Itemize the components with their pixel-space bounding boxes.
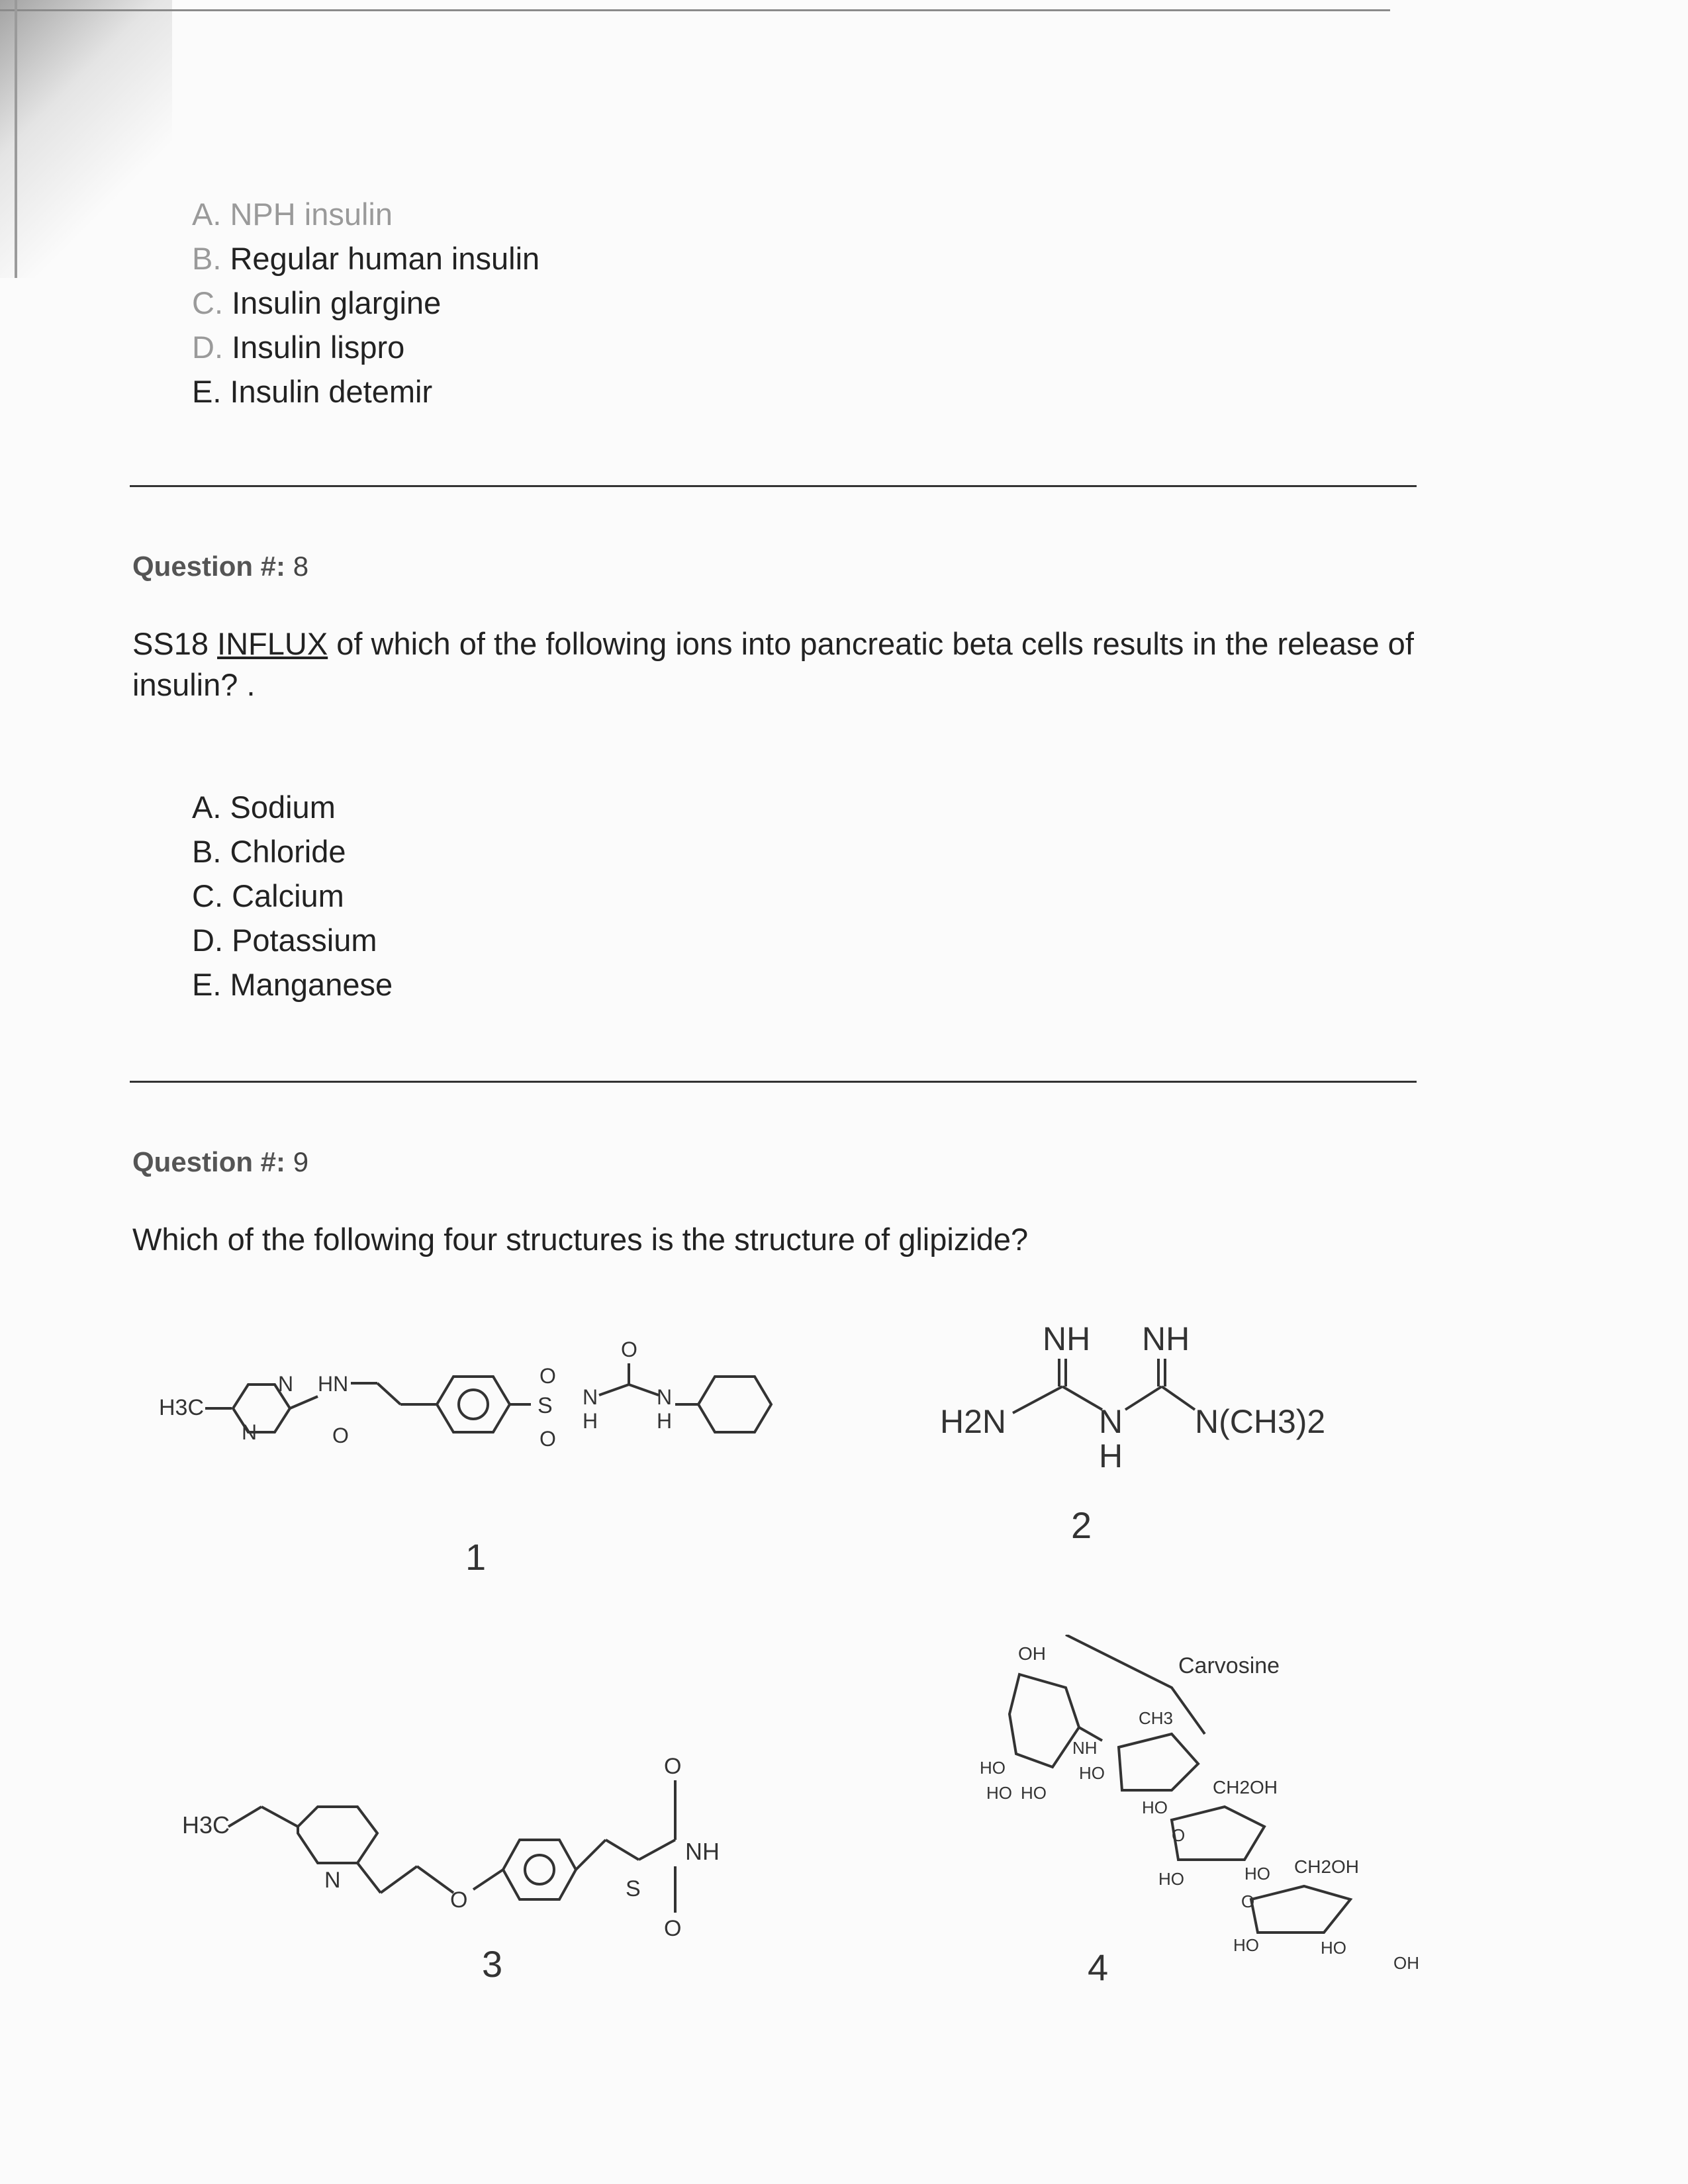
divider [130,485,1417,487]
scan-shadow [0,0,172,278]
atom-label: NH [1043,1320,1091,1357]
question-8-choices [192,785,393,1007]
choice-letter: D. [192,330,223,365]
atom-label: CH2OH [1213,1777,1278,1797]
atom-label: H3C [182,1811,230,1839]
question-body: of which of the following ions into pancreatic beta cells results in the release of insulin? . [132,626,1414,702]
question-9-header [132,1146,308,1178]
structure-3-label: 3 [482,1943,503,1985]
choice-d[interactable] [192,325,539,369]
atom-label: HO [986,1783,1012,1803]
atom-label: NH [1072,1738,1098,1758]
choice-c[interactable] [192,281,539,325]
choice-letter: B. [192,241,222,276]
structure-3-drawing [182,1734,778,1946]
atom-label: N(CH3)2 [1195,1403,1326,1440]
atom-label: N [242,1420,258,1444]
choice-letter: C. [192,878,223,913]
atom-label: N [583,1385,598,1409]
atom-label: HN [318,1372,349,1396]
choice-letter: E. [192,374,222,409]
structure-2-label: 2 [1071,1504,1092,1546]
choice-a[interactable] [192,192,539,236]
question-8-text [132,623,1509,705]
question-number: 8 [293,551,309,582]
choice-text: Insulin detemir [230,374,433,409]
atom-label: H [1099,1437,1123,1475]
structure-caption: Carvosine [1178,1653,1280,1678]
question-9-text: Which of the following four structures is the structure of glipizide? [132,1222,1029,1257]
atom-label: O [664,1916,682,1941]
atom-label: O [664,1754,682,1779]
atom-label: S [538,1393,553,1418]
atom-label: O [621,1338,637,1361]
atom-label: H [657,1409,673,1433]
atom-label: H2N [940,1403,1007,1440]
atom-label: OH [1393,1953,1419,1973]
choice-letter: E. [192,967,222,1002]
atom-label: NH [685,1838,720,1865]
atom-label: H [583,1409,598,1433]
page-edge-top [0,9,1390,11]
structure-1[interactable] [159,1330,788,1482]
choice-e[interactable] [192,369,539,414]
atom-label: O [539,1427,556,1451]
page-edge-left [15,0,17,278]
atom-label: HO [1142,1797,1168,1817]
atom-label: H3C [159,1395,205,1420]
choice-b[interactable] [192,236,539,281]
atom-label: HO [1079,1763,1105,1783]
choice-c[interactable] [192,874,393,918]
choice-b[interactable] [192,829,393,874]
question-label: Question #: [132,551,286,582]
prev-question-choices [192,192,539,414]
question-label: Question #: [132,1146,286,1177]
choice-text: Insulin lispro [232,330,405,365]
structure-4[interactable] [980,1635,1456,2005]
atom-label: HO [1244,1864,1270,1884]
structure-2-drawing [940,1314,1364,1486]
choice-letter: B. [192,834,222,869]
atom-label: HO [1233,1935,1259,1955]
choice-text: NPH insulin [230,197,393,232]
choice-d[interactable] [192,918,393,962]
structure-4-label: 4 [1088,1946,1109,1988]
atom-label: OH [1018,1643,1046,1664]
structure-2[interactable] [940,1314,1364,1486]
atom-label: HO [1321,1938,1346,1958]
choice-letter: A. [192,197,222,232]
choice-letter: A. [192,790,222,825]
atom-label: O [450,1888,468,1913]
choice-letter: C. [192,285,223,320]
question-8-header [132,551,308,582]
atom-label: HO [1158,1869,1184,1889]
atom-label: O [1241,1891,1255,1911]
choice-a[interactable] [192,785,393,829]
atom-label: NH [1142,1320,1190,1357]
choice-text: Calcium [232,878,344,913]
choice-text: Regular human insulin [230,241,540,276]
choice-text: Insulin glargine [232,285,442,320]
structure-3[interactable] [182,1734,778,1946]
question-number: 9 [293,1146,309,1177]
structure-1-label: 1 [465,1536,487,1578]
structure-1-drawing [159,1330,788,1482]
atom-label: CH3 [1139,1708,1174,1728]
divider [130,1081,1417,1083]
structure-4-drawing [980,1635,1456,2005]
atom-label: HO [980,1758,1006,1778]
choice-text: Potassium [232,923,377,958]
atom-label: CH2OH [1294,1856,1360,1877]
atom-label: N [278,1372,294,1396]
atom-label: N [324,1868,341,1893]
atom-label: N [657,1385,673,1409]
choice-text: Sodium [230,790,336,825]
emphasized-term: INFLUX [217,626,328,661]
choice-text: Chloride [230,834,346,869]
choice-e[interactable] [192,962,393,1007]
question-code: SS18 [132,626,209,661]
atom-label: O [1172,1825,1186,1845]
atom-label: HO [1021,1783,1047,1803]
atom-label: S [626,1876,641,1901]
atom-label: O [539,1364,556,1388]
choice-text: Manganese [230,967,393,1002]
atom-label: O [332,1424,349,1447]
choice-letter: D. [192,923,223,958]
atom-label: N [1099,1403,1123,1440]
